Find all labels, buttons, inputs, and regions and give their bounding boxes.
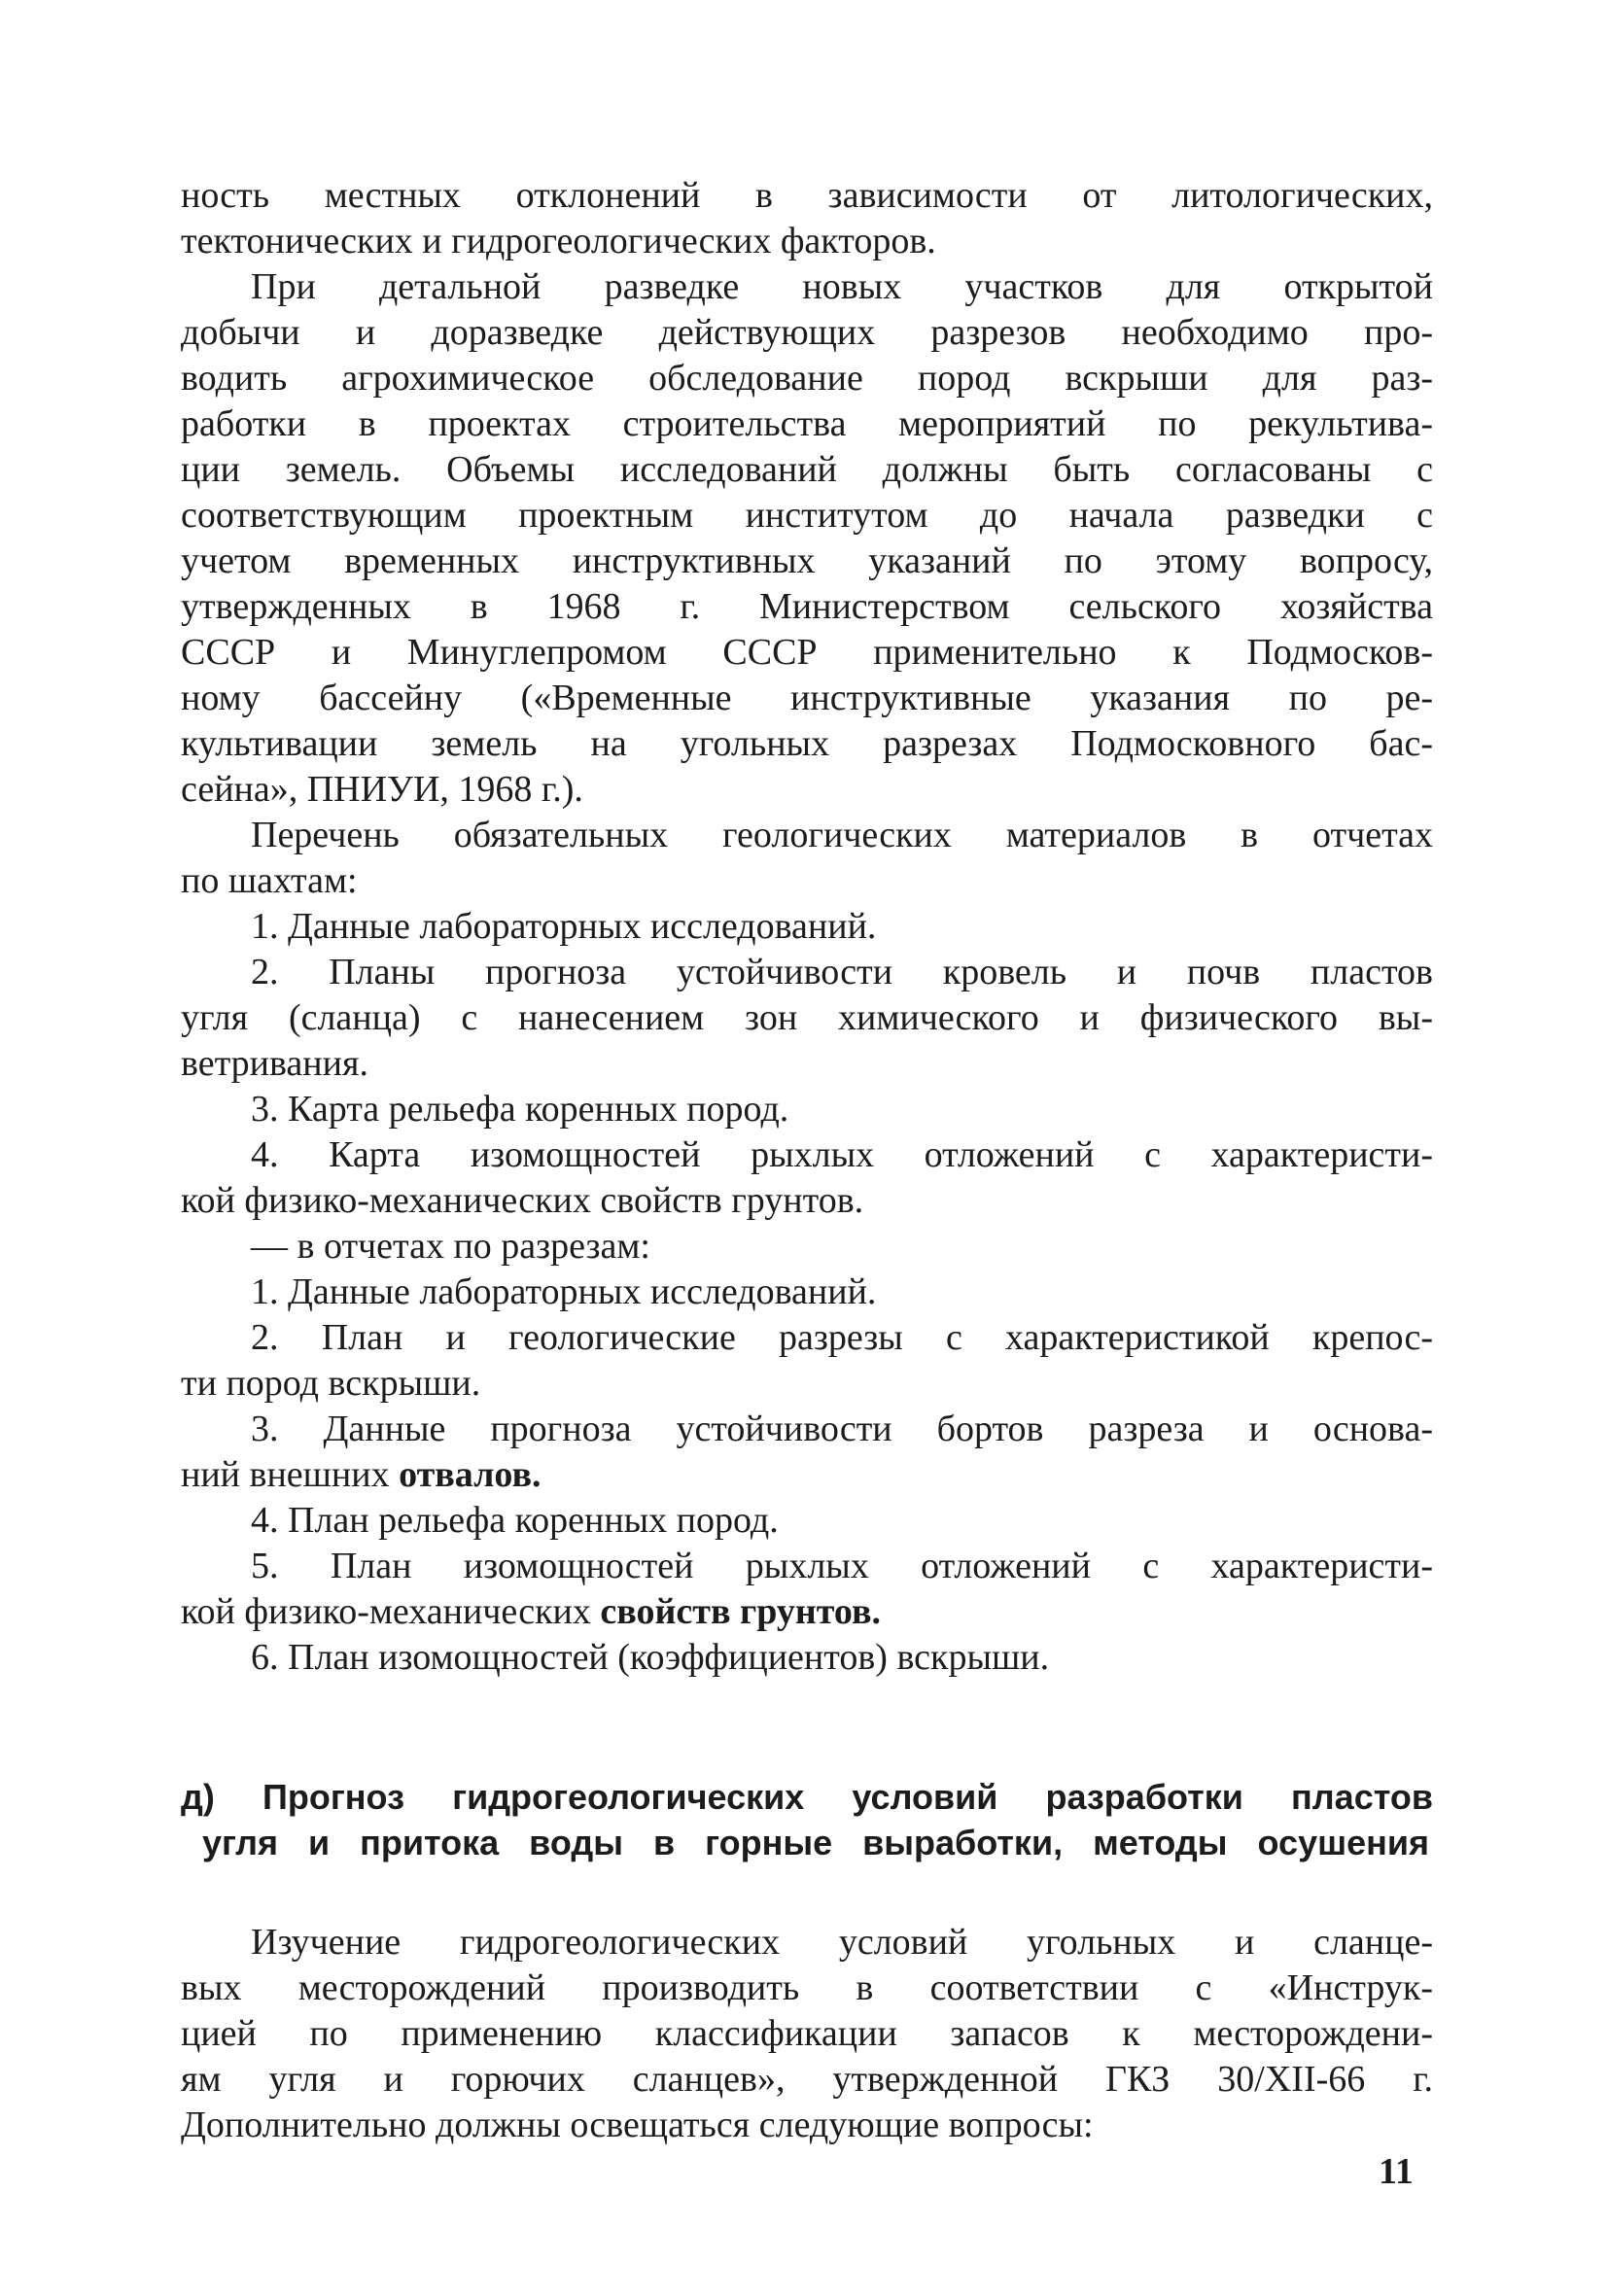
text-line: ции земель. Объемы исследований должны быть согласованы с [181,449,1433,490]
paragraph-hydrogeology [181,1920,1433,2148]
text-line: сейна», ПНИУИ, 1968 г.). [181,769,583,810]
list-item-text: ний внешних [181,1454,400,1495]
list-item-continuation: кой физико-механических свойств грунтов. [181,1180,864,1221]
list-item-continuation: ветривания. [181,1043,368,1084]
text-line: ям угля и горючих сланцев», утвержденной ГКЗ 30/XII-66 г. [181,2059,1433,2100]
list-item-bold-text: свойств грунтов. [600,1591,882,1632]
text-line: водить агрохимическое обследование пород вскрыши для раз- [181,358,1433,399]
list-item-continuation: угля (сланца) с нанесением зон химического и физического вы- [181,997,1433,1038]
text-line: вых месторождений производить в соответствии с «Инструк- [181,1967,1433,2008]
list-item-continuation: ти пород вскрыши. [181,1363,481,1404]
list-intro: Перечень обязательных геологических материалов в отчетах [251,815,1433,855]
text-line: ному бассейну («Временные инструктивные указания по ре- [181,678,1433,718]
list-item-continuation [181,1452,1433,1498]
section-heading-line: угля и притока воды в горные выработки, методы осушения [202,1823,1429,1862]
text-line: культивации земель на угольных разрезах Подмосковного бас- [181,723,1433,764]
list-item: 1. Данные лабораторных исследований. [251,1271,877,1312]
list-item: 1. Данные лабораторных исследований. [251,906,877,947]
list-item-continuation [181,1589,1433,1635]
text-line: СССР и Минуглепромом СССР применительно к Подмосков- [181,632,1433,673]
list-item: 5. План изомощностей рыхлых отложений с характеристи- [251,1546,1433,1586]
list-item: 4. План рельефа коренных пород. [251,1500,779,1541]
list-item: 4. Карта изомощностей рыхлых отложений с характеристи- [251,1134,1433,1175]
list-item-bold-text: отвалов. [399,1454,542,1495]
text-line: тектонических и гидрогеологических факторов. [181,221,936,261]
list-item-text: кой физико-механических [181,1591,601,1632]
text-line: Изучение гидрогеологических условий угольных и сланце- [251,1922,1433,1963]
list-item: 2. Планы прогноза устойчивости кровель и почв пластов [251,952,1433,992]
text-line: учетом временных инструктивных указаний по этому вопросу, [181,540,1433,581]
list-intro: по шахтам: [181,860,358,901]
text-line: соответствующим проектным институтом до начала разведки с [181,495,1433,536]
paragraph-continuation [181,173,1433,264]
text-line: работки в проектах строительства мероприятий по рекультива- [181,403,1433,444]
list-item: 3. Данные прогноза устойчивости бортов разреза и основа- [251,1409,1433,1449]
page-number: 11 [1379,2151,1414,2192]
text-line: При детальной разведке новых участков для открытой [251,266,1433,307]
text-line: утвержденных в 1968 г. Министерством сельского хозяйства [181,586,1433,627]
section-heading [181,1774,1433,1865]
text-line: добычи и доразведке действующих разрезов необходимо про- [181,312,1433,353]
paragraph-open-pit-exploration [181,264,1433,813]
text-line: ность местных отклонений в зависимости от литологических, [181,175,1433,216]
pits-materials-list [181,1224,1433,1681]
section-heading-line: д) Прогноз гидрогеологических условий разработки пластов [181,1777,1433,1817]
mines-materials-list [181,813,1433,1224]
list-item: 2. План и геологические разрезы с характеристикой крепос- [251,1317,1433,1358]
list-item: 6. План изомощностей (коэффициентов) вскрыши. [251,1637,1050,1678]
text-line: цией по применению классификации запасов к месторождени- [181,2013,1433,2054]
list-intro: — в отчетах по разрезам: [251,1226,650,1267]
list-item: 3. Карта рельефа коренных пород. [251,1089,789,1130]
text-line: Дополнительно должны освещаться следующие вопросы: [181,2105,1094,2145]
